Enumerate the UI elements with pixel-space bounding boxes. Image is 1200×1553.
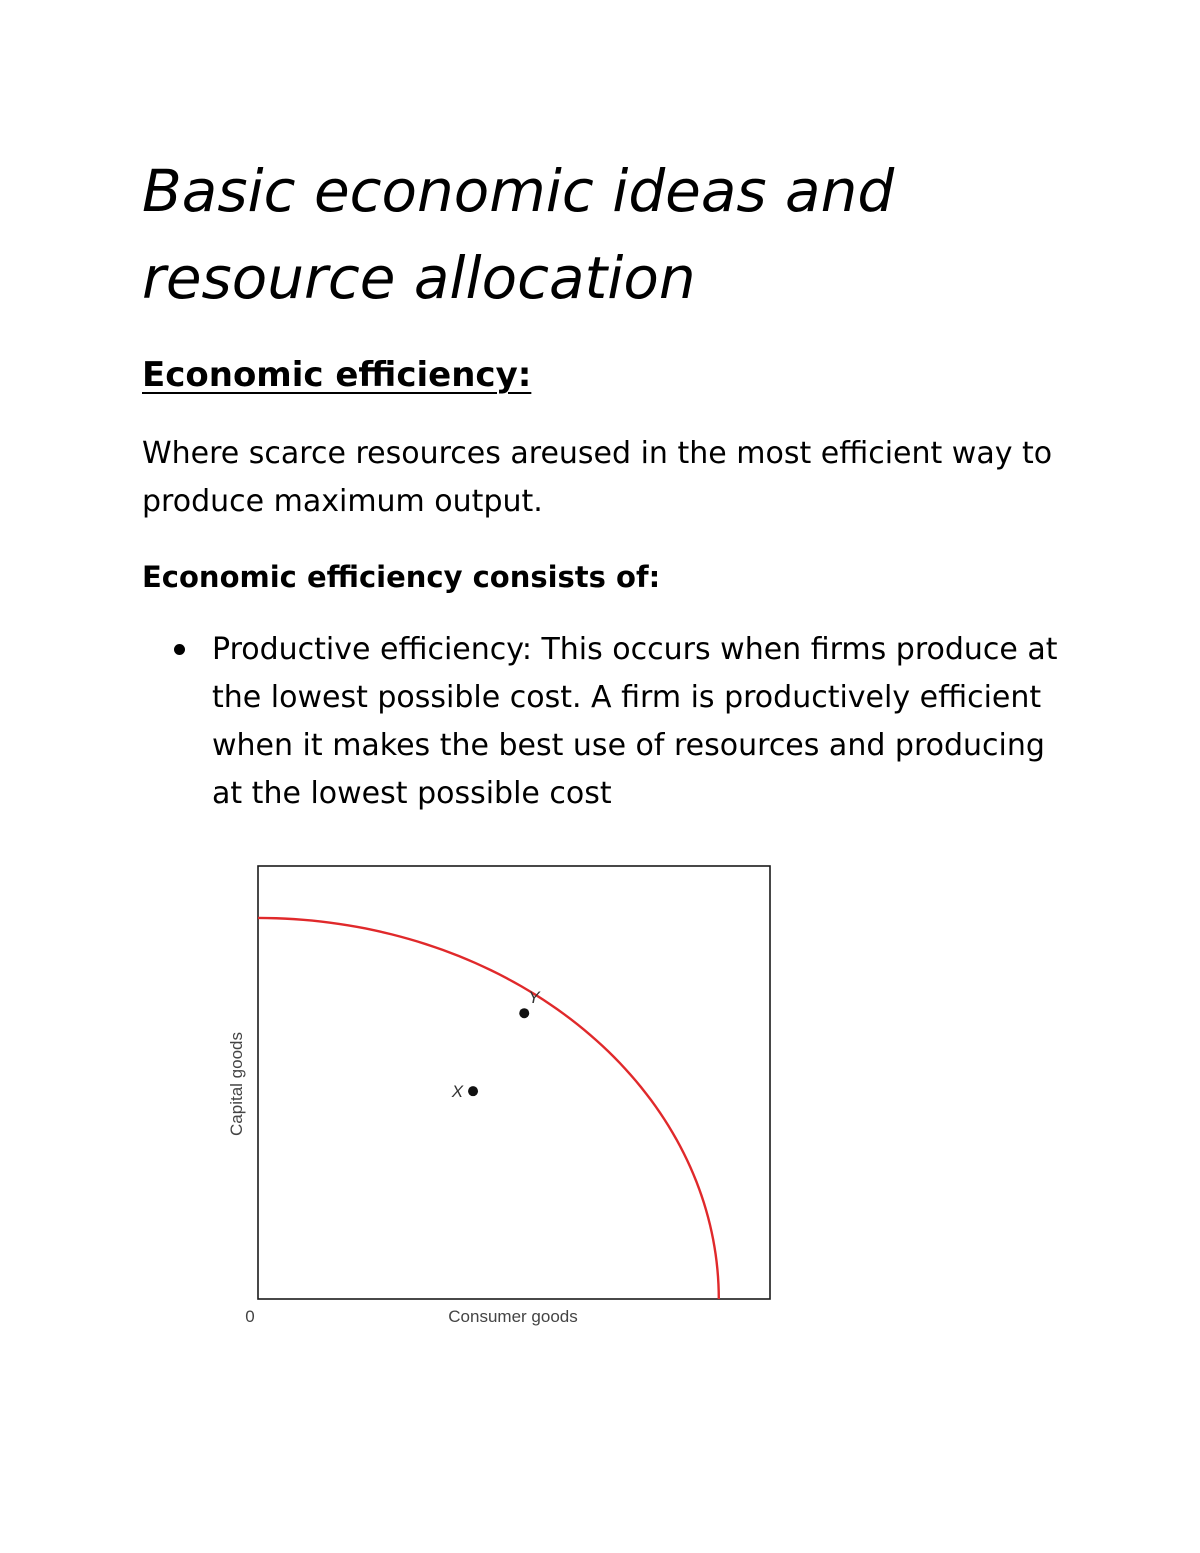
ppc-curve-line <box>258 918 719 1299</box>
bullet-icon <box>174 644 185 655</box>
subheading: Economic efficiency consists of: <box>142 560 661 594</box>
plot-frame <box>258 866 770 1299</box>
list-item-text: Productive efficiency: This occurs when firms produce at the lowest possible cost. A firm is productively efficient when it makes the best use of resources and producing at the lowest possible cost <box>212 632 1058 811</box>
point-x-label: X <box>451 1082 464 1102</box>
point-y-marker <box>519 1008 529 1018</box>
point-x-marker <box>468 1086 478 1096</box>
bullet-list <box>142 626 1082 818</box>
origin-label: 0 <box>245 1307 255 1326</box>
list-item <box>142 626 1082 818</box>
y-axis-label: Capital goods <box>227 1032 246 1136</box>
ppc-chart <box>218 855 788 1340</box>
definition-paragraph: Where scarce resources areused in the most efficient way to produce maximum output. <box>142 436 1053 519</box>
x-axis-label: Consumer goods <box>448 1307 578 1326</box>
point-y-label: Y <box>528 988 540 1008</box>
page-title: Basic economic ideas and resource allocation <box>142 157 895 312</box>
section-heading: Economic efficiency: <box>142 355 532 395</box>
